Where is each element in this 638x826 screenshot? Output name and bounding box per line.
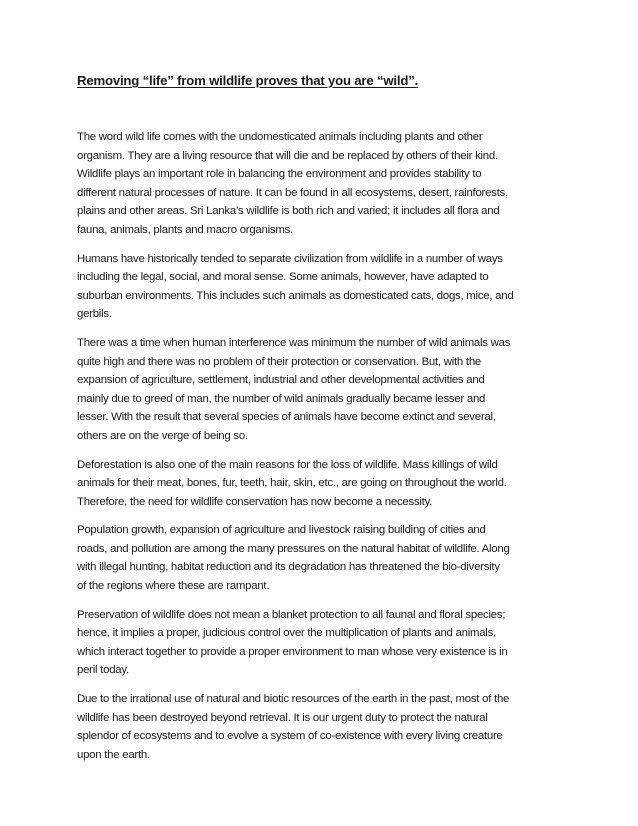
paragraph-human-interference	[77, 334, 565, 446]
paragraph-line: fauna, animals, plants and macro organisms.	[77, 223, 293, 236]
paragraph-line: expansion of agriculture, settlement, industrial and other developmental activities and	[77, 374, 485, 387]
paragraph-line: peril today.	[77, 664, 129, 677]
paragraph-line: organism. They are a living resource that will die and be replaced by others of their kind.	[77, 149, 498, 162]
paragraph-line: Wildlife plays an important role in balancing the environment and provides stability to	[77, 168, 482, 181]
paragraph-irrational-use	[77, 690, 565, 764]
paragraph-line: Population growth, expansion of agriculture and livestock raising building of cities and	[77, 524, 486, 537]
paragraph-line: others are on the verge of being so.	[77, 429, 248, 442]
paragraph-deforestation	[77, 456, 565, 512]
paragraph-line: splendor of ecosystems and to evolve a system of co-existence with every living creature	[77, 730, 503, 743]
paragraph-line: Therefore, the need for wildlife conservation has now become a necessity.	[77, 495, 433, 508]
paragraph-line: of the regions where these are rampant.	[77, 580, 270, 593]
paragraph-line: which interact together to provide a proper environment to man whose very existence is in	[77, 645, 508, 658]
paragraph-line: quite high and there was no problem of their protection or conservation. But, with the	[77, 355, 481, 368]
paragraph-wildlife-definition	[77, 128, 565, 240]
paragraph-line: Humans have historically tended to separate civilization from wildlife in a number of ways	[77, 252, 503, 265]
paragraph-line: including the legal, social, and moral sense. Some animals, however, have adapted to	[77, 271, 489, 284]
paragraph-line: different natural processes of nature. It can be found in all ecosystems, desert, rainforests,	[77, 186, 508, 199]
paragraph-line: roads, and pollution are among the many pressures on the natural habitat of wildlife. Along	[77, 542, 510, 555]
paragraph-population-growth	[77, 521, 565, 595]
paragraph-human-separation	[77, 250, 565, 324]
paragraph-line: Deforestation is also one of the main reasons for the loss of wildlife. Mass killings of wild	[77, 458, 498, 471]
paragraph-line: animals for their meat, bones, fur, teeth, hair, skin, etc., are going on throughout the world.	[77, 477, 507, 490]
paragraph-line: lesser. With the result that several species of animals have become extinct and several,	[77, 411, 496, 424]
paragraph-preservation	[77, 606, 565, 680]
document-title: Removing “life” from wildlife proves that you are “wild”.	[77, 73, 419, 88]
document-body	[77, 72, 565, 774]
paragraph-line: wildlife has been destroyed beyond retrieval. It is our urgent duty to protect the natural	[77, 711, 488, 724]
paragraph-line: hence, it implies a proper, judicious control over the multiplication of plants and animals,	[77, 627, 496, 640]
paragraph-line: upon the earth.	[77, 748, 150, 761]
paragraph-line: Due to the irrational use of natural and biotic resources of the earth in the past, most of the	[77, 693, 510, 706]
paragraph-line: Preservation of wildlife does not mean a blanket protection to all faunal and floral species;	[77, 608, 506, 621]
paragraph-line: with illegal hunting, habitat reduction and its degradation has threatened the bio-diversity	[77, 561, 500, 574]
paragraph-line: suburban environments. This includes such animals as domesticated cats, dogs, mice, and	[77, 289, 514, 302]
paragraph-line: There was a time when human interference was minimum the number of wild animals was	[77, 336, 511, 349]
paragraph-line: mainly due to greed of man, the number of wild animals gradually became lesser and	[77, 392, 486, 405]
paragraph-line: The word wild life comes with the undomesticated animals including plants and other	[77, 131, 483, 143]
paragraph-line: plains and other areas. Sri Lanka’s wildlife is both rich and varied; it includes all flora and	[77, 205, 500, 218]
paragraph-line: gerbils.	[77, 308, 112, 321]
